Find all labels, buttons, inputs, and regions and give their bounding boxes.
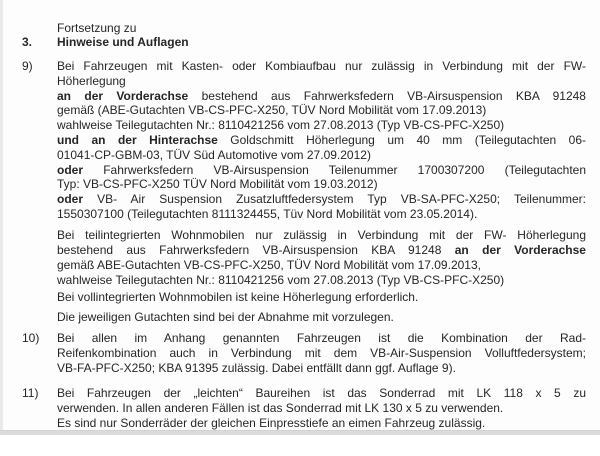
text-segment: 01041-CP-GBM-03, TÜV Süd Automotive vom 27.09.2012) [57, 147, 371, 162]
text-line [57, 74, 586, 89]
text-line [57, 361, 586, 376]
text-segment: Goldschmitt Höherlegung um 40 mm (Teilegutachten 06- [217, 132, 586, 147]
text-line [57, 163, 586, 178]
bold-text-segment: oder [57, 192, 84, 207]
text-line [57, 192, 586, 207]
text-segment: gemäß ABE-Gutachten VB-CS-PFC-X250, TÜV Nord Mobilität vom 17.09.2013, [57, 257, 481, 272]
text-segment: Bei Fahrzeugen der „leichten“ Baureihen ist das Sonderrad mit LK 118 x 5 zu [57, 386, 586, 400]
text-line [57, 258, 586, 273]
paragraph [57, 386, 586, 430]
text-segment: VB- Air Suspension Zusatzluftfedersystem Typ VB-SA-PFC-X250; Teilenummer: [83, 192, 586, 207]
text-line [57, 273, 586, 288]
bold-text-segment: an der Vorderachse [454, 242, 586, 257]
text-segment: Reifenkombination auch in Verbindung mit dem VB-Air-Suspension Volluftfedersystem; [57, 345, 586, 360]
text-line [57, 243, 586, 258]
text-line [57, 401, 586, 416]
text-line [57, 346, 586, 361]
text-segment: Typ: VB-CS-PFC-X250 TÜV Nord Mobilität vom 19.03.2012) [57, 177, 378, 192]
paragraph [57, 310, 586, 325]
paragraph [57, 59, 586, 222]
text-segment: Die jeweiligen Gutachten sind bei der Abnahme mit vorzulegen. [57, 310, 394, 325]
scan-edge-left [0, 0, 3, 456]
text-line [57, 59, 586, 74]
text-segment: Bei vollintegrierten Wohnmobilen ist keine Höherlegung erforderlich. [57, 290, 419, 305]
text-segment: verwenden. In allen anderen Fällen ist das Sonderrad mit LK 130 x 5 zu verwenden. [57, 400, 504, 415]
text-segment: Fahrwerksfedern VB-Airsuspension Teilenummer 1700307200 (Teilegutachten [83, 162, 586, 177]
text-segment: Es sind nur Sonderräder der gleichen Einpresstiefe an eimen Fahrzeug zulässig. [57, 415, 486, 430]
text-line [57, 386, 586, 401]
text-segment: gemäß (ABE-Gutachten VB-CS-PFC-X250, TÜV Nord Mobilität vom 17.09.2013) [57, 103, 487, 118]
bold-text-segment: an der Vorderachse [57, 88, 189, 103]
text-line [57, 118, 586, 133]
text-segment: Bei allen im Anhang genannten Fahrzeugen ist die Kombination der Rad- [57, 331, 586, 346]
section-title: Hinweise und Auflagen [57, 35, 189, 50]
text-line [57, 228, 586, 243]
text-segment: wahlweise Teilegutachten Nr.: 8110421256 vom 27.08.2013 (Typ VB-CS-PFC-X250) [57, 272, 505, 287]
item-number: 10) [22, 331, 40, 346]
text-line [57, 290, 586, 305]
text-line [57, 177, 586, 192]
text-line [57, 103, 586, 118]
text-segment: VB-FA-PFC-X250; KBA 91395 zulässig. Dabei entfällt dann ggf. Auflage 9). [57, 360, 456, 375]
text-line [57, 207, 586, 222]
text-line [57, 416, 586, 431]
bold-text-segment: und an der Hinterachse [57, 132, 218, 147]
text-segment: bestehend aus Fahrwerksfedern VB-Airsuspension KBA 91248 [188, 88, 586, 103]
text-segment: bestehend aus Fahrwerksfedern VB-Airsuspension KBA 91248 [57, 242, 455, 257]
scan-bottom-margin [0, 435, 600, 456]
continuation-label: Fortsetzung zu [57, 21, 137, 35]
paragraph [57, 228, 586, 287]
text-line [57, 331, 586, 346]
text-segment: Höherlegung [57, 73, 126, 88]
text-segment: Bei teilintegrierten Wohnmobilen nur zulässig in Verbindung mit der FW- Höherlegung [57, 228, 586, 243]
text-segment: wahlweise Teilegutachten Nr.: 8110421256 vom 27.08.2013 (Typ VB-CS-PFC-X250) [57, 118, 505, 133]
text-line [57, 310, 586, 325]
paragraph [57, 290, 586, 305]
text-line [57, 148, 586, 163]
bold-text-segment: oder [57, 162, 84, 177]
text-line [57, 89, 586, 104]
text-line [57, 133, 586, 148]
item-number: 11) [22, 386, 39, 400]
text-segment: Bei Fahrzeugen mit Kasten- oder Kombiaufbau nur zulässig in Verbindung mit der FW- [57, 59, 586, 73]
item-number: 9) [22, 59, 33, 73]
text-segment: 1550307100 (Teilegutachten 8111324455, Tüv Nord Mobilität vom 23.05.2014). [57, 206, 478, 221]
section-number: 3. [22, 35, 33, 50]
paragraph [57, 331, 586, 375]
